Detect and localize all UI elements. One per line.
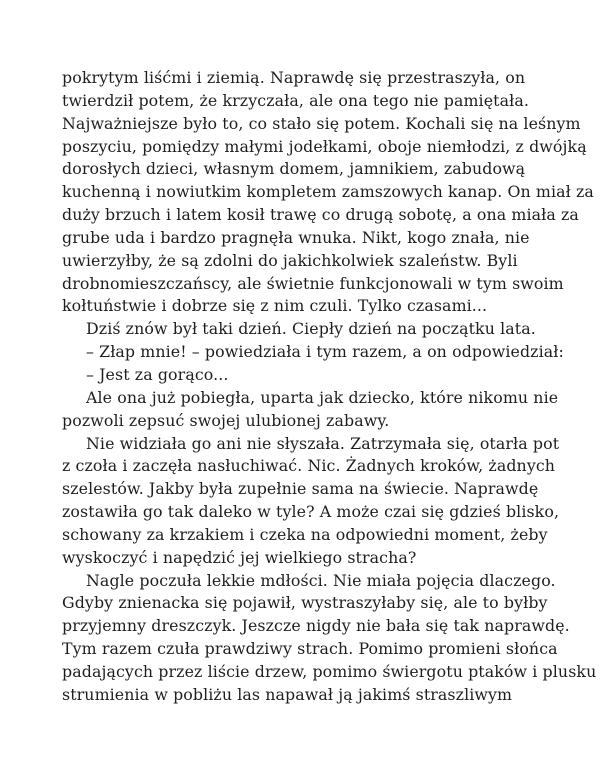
text-line: wyskoczyć i napędzić jej wielkiego stracha? <box>62 547 417 567</box>
text-line: poszyciu, pomiędzy małymi jodełkami, oboje niemłodzi, z dwójką <box>62 136 587 156</box>
text-line: – Jest za gorąco... <box>86 364 229 384</box>
page-text-block <box>62 67 597 707</box>
text-line: pokrytym liśćmi i ziemią. Naprawdę się przestraszyła, on <box>62 68 526 87</box>
text-line: twierdził potem, że krzyczała, ale ona tego nie pamiętała. <box>62 90 529 110</box>
text-line: Tym razem czuła prawdziwy strach. Pomimo promieni słońca <box>62 639 558 659</box>
text-line: z czoła i zaczęła nasłuchiwać. Nic. Żadnych kroków, żadnych <box>62 456 556 476</box>
text-line: zostawiła go tak daleko w tyle? A może czai się gdzieś blisko, <box>62 502 560 522</box>
text-line: grube uda i bardzo pragnęła wnuka. Nikt, kogo znała, nie <box>62 227 530 247</box>
text-line: dorosłych dzieci, własnym domem, jamnikiem, zabudową <box>62 159 526 179</box>
text-line: pozwoli zepsuć swojej ulubionej zabawy. <box>62 410 390 430</box>
text-line: strumienia w pobliżu las napawał ją jakimś straszliwym <box>62 684 513 704</box>
text-line: padających przez liście drzew, pomimo świergotu ptaków i plusku <box>62 661 597 681</box>
text-line: drobnomieszczańscy, ale świetnie funkcjonowali w tym swoim <box>62 273 564 293</box>
text-line: – Złap mnie! – powiedziała i tym razem, a on odpowiedział: <box>86 342 564 362</box>
text-line: Najważniejsze było to, co stało się potem. Kochali się na leśnym <box>62 113 581 133</box>
text-line: szelestów. Jakby była zupełnie sama na świecie. Naprawdę <box>62 479 539 499</box>
text-line: schowany za krzakiem i czeka na odpowiedni moment, żeby <box>62 524 548 544</box>
text-line: Ale ona już pobiegła, uparta jak dziecko, które nikomu nie <box>86 387 559 407</box>
text-line: Gdyby znienacka się pojawił, wystraszyłaby się, ale to byłby <box>62 593 548 613</box>
text-line: przyjemny dreszczyk. Jeszcze nigdy nie bała się tak naprawdę. <box>62 616 570 636</box>
text-line: duży brzuch i latem kosił trawę co drugą sobotę, a ona miała za <box>62 205 579 225</box>
text-line: Dziś znów był taki dzień. Ciepły dzień na początku lata. <box>86 319 536 339</box>
text-line: kołtuństwie i dobrze się z nim czuli. Tylko czasami... <box>62 296 488 316</box>
text-line: Nagle poczuła lekkie mdłości. Nie miała pojęcia dlaczego. <box>86 570 556 590</box>
text-line: kuchenną i nowiutkim kompletem zamszowych kanap. On miał za <box>62 182 594 202</box>
text-line: uwierzyłby, że są zdolni do jakichkolwiek szaleństw. Byli <box>62 250 518 270</box>
text-line: Nie widziała go ani nie słyszała. Zatrzymała się, otarła pot <box>86 433 560 453</box>
